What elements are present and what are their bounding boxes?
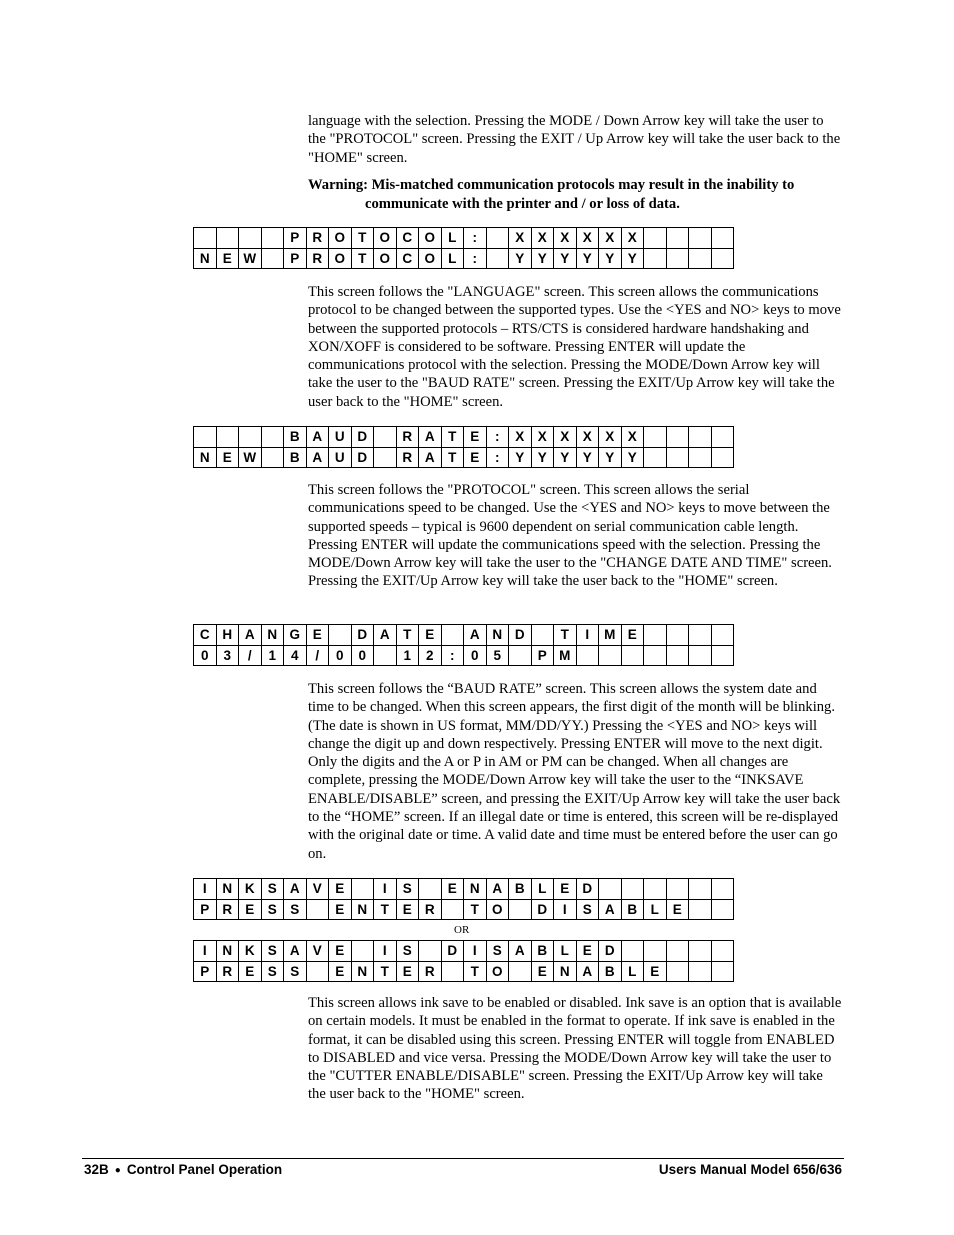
lcd-cell: 2: [419, 645, 442, 666]
lcd-cell: L: [441, 248, 464, 269]
page-number: 32B: [84, 1162, 109, 1177]
lcd-cell: [711, 447, 734, 468]
lcd-cell: [576, 645, 599, 666]
lcd-cell: S: [486, 941, 509, 962]
lcd-cell: [666, 645, 689, 666]
lcd-cell: T: [351, 248, 374, 269]
lcd-cell: [689, 899, 712, 920]
lcd-cell: G: [284, 625, 307, 646]
lcd-cell: B: [621, 899, 644, 920]
lcd-cell: [261, 248, 284, 269]
intro-paragraph: language with the selection. Pressing the MODE / Down Arrow key will take the user to the "PROTOCOL" screen. Pressing the EXIT / Up Arrow key will take the user back to the "HOME" screen.: [308, 113, 841, 166]
lcd-cell: A: [306, 447, 329, 468]
lcd-cell: R: [419, 899, 442, 920]
lcd-cell: W: [239, 447, 262, 468]
lcd-cell: :: [486, 447, 509, 468]
footer-left: [84, 1162, 282, 1177]
lcd-cell: C: [396, 228, 419, 249]
lcd-cell: [666, 961, 689, 982]
lcd-cell: B: [284, 447, 307, 468]
lcd-cell: E: [554, 879, 577, 900]
lcd-cell: [666, 228, 689, 249]
lcd-cell: Y: [509, 248, 532, 269]
lcd-cell: S: [284, 961, 307, 982]
baud-rate-screen-table: [193, 426, 734, 468]
lcd-cell: T: [464, 961, 487, 982]
lcd-cell: [441, 625, 464, 646]
lcd-cell: I: [194, 879, 217, 900]
lcd-cell: C: [396, 248, 419, 269]
lcd-cell: U: [329, 427, 352, 448]
lcd-cell: R: [396, 427, 419, 448]
lcd-cell: E: [531, 961, 554, 982]
warning-line-1: Warning: Mis-matched communication protocols may result in the inability to: [308, 177, 795, 193]
lcd-cell: B: [509, 879, 532, 900]
lcd-cell: V: [306, 941, 329, 962]
lcd-cell: M: [599, 625, 622, 646]
lcd-cell: T: [374, 961, 397, 982]
lcd-cell: E: [419, 625, 442, 646]
lcd-cell: L: [621, 961, 644, 982]
lcd-cell: [216, 427, 239, 448]
section-title: Control Panel Operation: [126, 1162, 283, 1177]
lcd-cell: O: [374, 248, 397, 269]
lcd-cell: T: [464, 899, 487, 920]
lcd-cell: T: [441, 427, 464, 448]
lcd-cell: E: [666, 899, 689, 920]
lcd-row: [194, 228, 734, 249]
lcd-cell: [374, 427, 397, 448]
lcd-cell: S: [576, 899, 599, 920]
lcd-cell: [689, 961, 712, 982]
lcd-cell: O: [419, 228, 442, 249]
lcd-cell: [374, 447, 397, 468]
lcd-cell: P: [284, 228, 307, 249]
lcd-cell: [239, 228, 262, 249]
lcd-cell: E: [464, 447, 487, 468]
lcd-cell: :: [464, 248, 487, 269]
lcd-cell: A: [486, 879, 509, 900]
lcd-cell: [509, 645, 532, 666]
protocol-screen-table: [193, 227, 734, 269]
lcd-cell: [419, 879, 442, 900]
lcd-cell: [644, 248, 667, 269]
lcd-cell: [666, 427, 689, 448]
lcd-cell: [374, 645, 397, 666]
lcd-cell: [711, 427, 734, 448]
lcd-cell: O: [329, 228, 352, 249]
lcd-cell: L: [531, 879, 554, 900]
lcd-cell: [689, 879, 712, 900]
lcd-cell: 5: [486, 645, 509, 666]
lcd-cell: E: [306, 625, 329, 646]
lcd-row: [194, 941, 734, 962]
lcd-cell: A: [239, 625, 262, 646]
lcd-cell: [689, 228, 712, 249]
lcd-cell: [509, 961, 532, 982]
lcd-cell: [666, 447, 689, 468]
lcd-cell: [689, 427, 712, 448]
lcd-cell: [194, 427, 217, 448]
protocol-description: This screen follows the "LANGUAGE" screen. This screen allows the communications protocol to be changed between the supported types. Use the <YES and NO> keys to move between the supported protocols – RTS/CTS is considered hardware handshaking and XON/XOFF is considered to be software. Pressing ENTER will update the communications protocol with the selection. Pressing the MODE/Down Arrow key will take the user to the "BAUD RATE" screen. Pressing the EXIT/Up Arrow key will take the user back to the "HOME" screen.: [308, 284, 841, 410]
lcd-row: [194, 879, 734, 900]
lcd-cell: 0: [194, 645, 217, 666]
lcd-cell: [531, 625, 554, 646]
baud-description: This screen follows the "PROTOCOL" screen. This screen allows the serial communications speed to be changed. Use the <YES and NO> keys to move between the supported speeds – typical is 9600 dependent on serial communication cable length. Pressing ENTER will update the communications speed with the selection. Pressing the MODE/Down Arrow key will take the user to the "CHANGE DATE AND TIME" screen. Pressing the EXIT/Up Arrow key will take the user back to the "HOME" screen.: [308, 482, 832, 590]
lcd-cell: Y: [531, 248, 554, 269]
lcd-cell: D: [599, 941, 622, 962]
lcd-cell: X: [599, 427, 622, 448]
lcd-cell: :: [441, 645, 464, 666]
lcd-cell: R: [419, 961, 442, 982]
lcd-cell: T: [396, 625, 419, 646]
lcd-cell: /: [306, 645, 329, 666]
lcd-cell: E: [329, 961, 352, 982]
lcd-cell: D: [531, 899, 554, 920]
lcd-cell: Y: [599, 447, 622, 468]
lcd-cell: [621, 941, 644, 962]
lcd-cell: N: [486, 625, 509, 646]
lcd-cell: [441, 899, 464, 920]
lcd-cell: N: [216, 879, 239, 900]
lcd-cell: V: [306, 879, 329, 900]
lcd-cell: E: [216, 447, 239, 468]
lcd-cell: E: [396, 899, 419, 920]
lcd-cell: :: [486, 427, 509, 448]
inksave-enabled-screen-table: [193, 878, 734, 920]
lcd-cell: S: [261, 961, 284, 982]
lcd-cell: [711, 248, 734, 269]
lcd-cell: [419, 941, 442, 962]
lcd-cell: [666, 625, 689, 646]
lcd-cell: N: [216, 941, 239, 962]
warning-note: [308, 176, 844, 214]
lcd-cell: E: [644, 961, 667, 982]
date-time-description: This screen follows the “BAUD RATE” screen. This screen allows the system date and time to be changed. When this screen appears, the first digit of the month will be blinking. (The date is shown in US format, MM/DD/YY.) Pressing the <YES and NO> keys will change the digit up and down respectively. Pressing ENTER will move to the next digit. Only the digits and the A or P in AM or PM can be changed. When all changes are complete, pressing the MODE/Down Arrow key will take the user to the “INKSAVE ENABLE/DISABLE” screen, and pressing the EXIT/Up Arrow key will take the user back to the “HOME” screen. If an illegal date or time is entered, this screen will be re-displayed with the original date or time. A valid date and time must be entered before the user can go on.: [308, 681, 841, 862]
lcd-cell: Y: [554, 248, 577, 269]
lcd-row: [194, 899, 734, 920]
lcd-cell: I: [194, 941, 217, 962]
lcd-cell: Y: [576, 248, 599, 269]
lcd-cell: [621, 645, 644, 666]
lcd-cell: B: [599, 961, 622, 982]
lcd-cell: P: [531, 645, 554, 666]
lcd-cell: N: [464, 879, 487, 900]
lcd-cell: 1: [396, 645, 419, 666]
lcd-cell: K: [239, 941, 262, 962]
lcd-cell: T: [351, 228, 374, 249]
manual-title: Users Manual Model 656/636: [658, 1162, 842, 1177]
lcd-cell: Y: [621, 447, 644, 468]
lcd-cell: [711, 228, 734, 249]
lcd-cell: [306, 961, 329, 982]
lcd-cell: S: [261, 899, 284, 920]
lcd-cell: O: [374, 228, 397, 249]
lcd-cell: [644, 879, 667, 900]
lcd-cell: A: [284, 941, 307, 962]
lcd-cell: R: [396, 447, 419, 468]
lcd-cell: 1: [261, 645, 284, 666]
lcd-cell: I: [576, 625, 599, 646]
lcd-cell: R: [216, 961, 239, 982]
lcd-row: [194, 447, 734, 468]
lcd-cell: I: [464, 941, 487, 962]
lcd-cell: O: [419, 248, 442, 269]
lcd-cell: N: [554, 961, 577, 982]
lcd-cell: R: [216, 899, 239, 920]
warning-line-2: communicate with the printer and / or loss of data.: [365, 196, 680, 212]
inksave-description: This screen allows ink save to be enabled or disabled. Ink save is an option that is available on certain models. It must be enabled in the format to operate. If ink save is enabled in the format, it can be disabled using this screen. Pressing ENTER will toggle from ENABLED to DISABLED and vice versa. Pressing the MODE/Down Arrow key will take the user to the "CUTTER ENABLE/DISABLE" screen. Pressing the EXIT/Up Arrow key will take the user back to the "HOME" screen.: [308, 995, 842, 1103]
lcd-cell: Y: [509, 447, 532, 468]
lcd-cell: X: [576, 228, 599, 249]
lcd-cell: E: [396, 961, 419, 982]
footer-rule: [82, 1158, 844, 1159]
lcd-cell: A: [576, 961, 599, 982]
lcd-cell: S: [396, 941, 419, 962]
lcd-cell: A: [599, 899, 622, 920]
lcd-cell: [689, 447, 712, 468]
lcd-cell: O: [486, 899, 509, 920]
lcd-cell: L: [441, 228, 464, 249]
lcd-cell: [486, 248, 509, 269]
lcd-cell: [689, 248, 712, 269]
lcd-cell: E: [239, 899, 262, 920]
lcd-cell: [711, 941, 734, 962]
lcd-cell: [711, 899, 734, 920]
lcd-cell: D: [441, 941, 464, 962]
lcd-cell: A: [464, 625, 487, 646]
lcd-cell: S: [284, 899, 307, 920]
lcd-cell: [599, 645, 622, 666]
lcd-cell: Y: [554, 447, 577, 468]
lcd-cell: R: [306, 228, 329, 249]
lcd-cell: U: [329, 447, 352, 468]
lcd-cell: O: [486, 961, 509, 982]
lcd-cell: D: [351, 427, 374, 448]
lcd-cell: E: [216, 248, 239, 269]
lcd-cell: [306, 899, 329, 920]
lcd-cell: I: [374, 879, 397, 900]
lcd-cell: D: [576, 879, 599, 900]
lcd-cell: X: [576, 427, 599, 448]
inksave-disabled-screen-table: [193, 940, 734, 982]
lcd-cell: [711, 625, 734, 646]
lcd-cell: [509, 899, 532, 920]
lcd-cell: [666, 941, 689, 962]
lcd-cell: [261, 447, 284, 468]
lcd-cell: O: [329, 248, 352, 269]
lcd-cell: Y: [621, 248, 644, 269]
lcd-cell: 0: [351, 645, 374, 666]
lcd-cell: [441, 961, 464, 982]
lcd-cell: X: [509, 228, 532, 249]
lcd-cell: [644, 645, 667, 666]
lcd-cell: [711, 879, 734, 900]
lcd-cell: T: [441, 447, 464, 468]
lcd-cell: X: [554, 228, 577, 249]
lcd-cell: S: [261, 879, 284, 900]
lcd-cell: E: [576, 941, 599, 962]
lcd-cell: X: [621, 228, 644, 249]
lcd-cell: [621, 879, 644, 900]
lcd-cell: [644, 427, 667, 448]
lcd-cell: N: [351, 899, 374, 920]
lcd-cell: N: [194, 447, 217, 468]
lcd-cell: H: [216, 625, 239, 646]
lcd-cell: [689, 941, 712, 962]
lcd-cell: B: [284, 427, 307, 448]
lcd-cell: [711, 961, 734, 982]
lcd-row: [194, 248, 734, 269]
lcd-cell: [599, 879, 622, 900]
lcd-cell: Y: [576, 447, 599, 468]
lcd-cell: [711, 645, 734, 666]
lcd-cell: 3: [216, 645, 239, 666]
lcd-cell: E: [621, 625, 644, 646]
lcd-cell: D: [351, 447, 374, 468]
lcd-cell: A: [374, 625, 397, 646]
lcd-cell: [644, 228, 667, 249]
lcd-cell: L: [644, 899, 667, 920]
lcd-cell: P: [194, 961, 217, 982]
lcd-cell: [666, 879, 689, 900]
lcd-cell: A: [419, 427, 442, 448]
lcd-cell: P: [194, 899, 217, 920]
lcd-cell: X: [531, 427, 554, 448]
lcd-cell: R: [306, 248, 329, 269]
lcd-cell: D: [351, 625, 374, 646]
lcd-cell: [644, 941, 667, 962]
lcd-cell: :: [464, 228, 487, 249]
lcd-cell: [666, 248, 689, 269]
lcd-cell: [644, 447, 667, 468]
lcd-cell: E: [239, 961, 262, 982]
lcd-cell: X: [509, 427, 532, 448]
lcd-cell: X: [554, 427, 577, 448]
or-separator: OR: [454, 924, 470, 936]
lcd-cell: X: [599, 228, 622, 249]
lcd-cell: [216, 228, 239, 249]
lcd-row: [194, 645, 734, 666]
lcd-cell: E: [329, 899, 352, 920]
lcd-cell: D: [509, 625, 532, 646]
lcd-row: [194, 427, 734, 448]
lcd-cell: S: [261, 941, 284, 962]
lcd-cell: S: [396, 879, 419, 900]
lcd-cell: [644, 625, 667, 646]
lcd-cell: [689, 625, 712, 646]
lcd-cell: K: [239, 879, 262, 900]
lcd-cell: 0: [329, 645, 352, 666]
lcd-cell: M: [554, 645, 577, 666]
lcd-cell: A: [284, 879, 307, 900]
lcd-cell: 4: [284, 645, 307, 666]
date-time-screen-table: [193, 624, 734, 666]
lcd-cell: Y: [531, 447, 554, 468]
lcd-cell: N: [194, 248, 217, 269]
lcd-cell: /: [239, 645, 262, 666]
lcd-cell: C: [194, 625, 217, 646]
lcd-cell: B: [531, 941, 554, 962]
lcd-cell: Y: [599, 248, 622, 269]
lcd-cell: E: [464, 427, 487, 448]
lcd-cell: N: [351, 961, 374, 982]
lcd-cell: A: [509, 941, 532, 962]
lcd-cell: [261, 228, 284, 249]
lcd-cell: [351, 879, 374, 900]
lcd-cell: [239, 427, 262, 448]
lcd-cell: [329, 625, 352, 646]
lcd-cell: I: [554, 899, 577, 920]
lcd-cell: W: [239, 248, 262, 269]
lcd-cell: A: [306, 427, 329, 448]
lcd-cell: [261, 427, 284, 448]
lcd-cell: A: [419, 447, 442, 468]
lcd-cell: [194, 228, 217, 249]
lcd-cell: L: [554, 941, 577, 962]
lcd-cell: [351, 941, 374, 962]
lcd-row: [194, 625, 734, 646]
lcd-cell: T: [554, 625, 577, 646]
lcd-cell: X: [531, 228, 554, 249]
lcd-cell: P: [284, 248, 307, 269]
lcd-cell: [486, 228, 509, 249]
lcd-row: [194, 961, 734, 982]
lcd-cell: I: [374, 941, 397, 962]
lcd-cell: X: [621, 427, 644, 448]
lcd-cell: E: [441, 879, 464, 900]
lcd-cell: E: [329, 879, 352, 900]
lcd-cell: N: [261, 625, 284, 646]
lcd-cell: T: [374, 899, 397, 920]
lcd-cell: 0: [464, 645, 487, 666]
lcd-cell: [689, 645, 712, 666]
bullet-icon: ●: [114, 1165, 121, 1176]
lcd-cell: E: [329, 941, 352, 962]
